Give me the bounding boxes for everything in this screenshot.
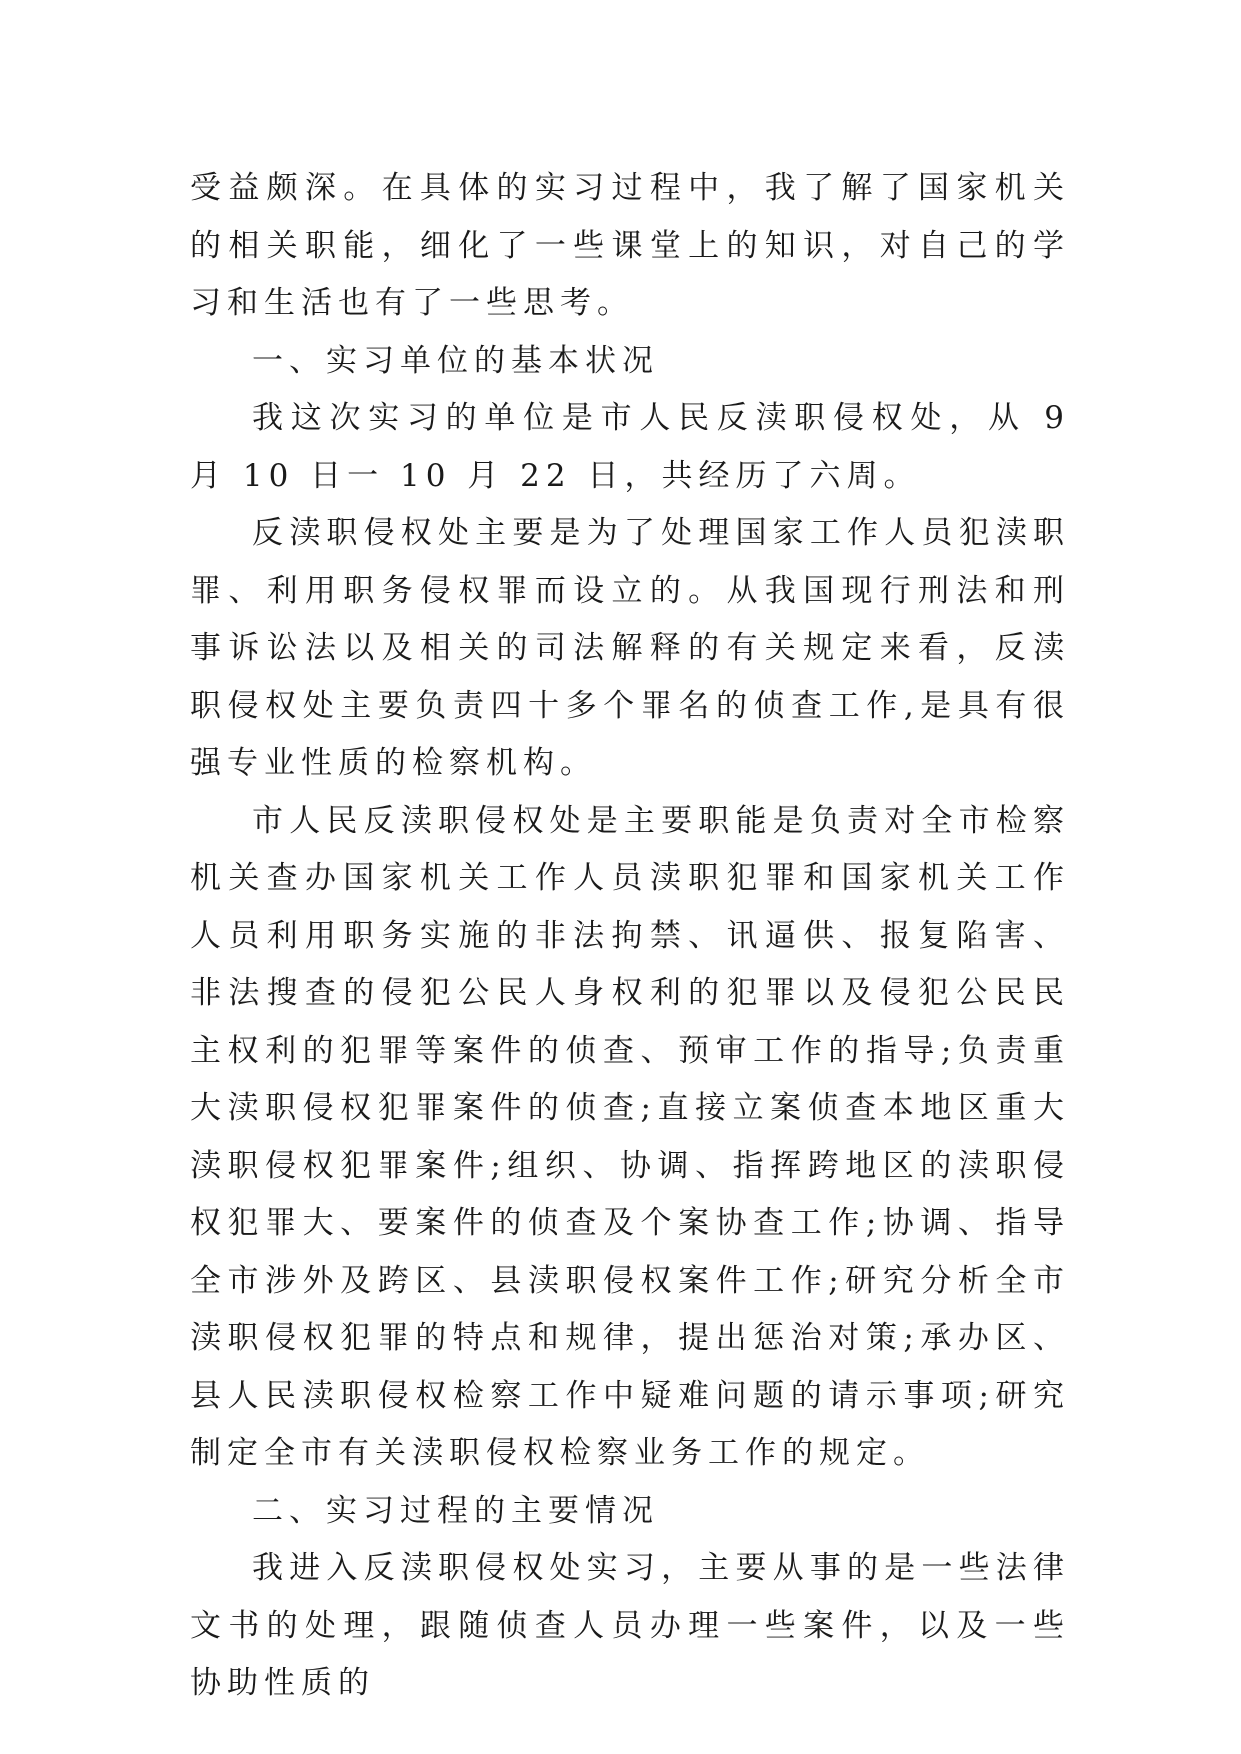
document-body [190, 160, 1070, 1713]
paragraph-continuation: 受益颇深。在具体的实习过程中，我了解了国家机关的相关职能，细化了一些课堂上的知识，对自己的学习和生活也有了一些思考。 [190, 170, 1070, 321]
section-heading-2: 二、实习过程的主要情况 [252, 1492, 659, 1529]
paragraph-department-purpose: 反渎职侵权处主要是为了处理国家工作人员犯渎职罪、利用职务侵权罪而设立的。从我国现行刑法和刑事诉讼法以及相关的司法解释的有关规定来看，反渎职侵权处主要负责四十多个罪名的侦查工作,是具有很强专业性质的检察机构。 [190, 515, 1070, 781]
paragraph-department-functions: 市人民反渎职侵权处是主要职能是负责对全市检察机关查办国家机关工作人员渎职犯罪和国家机关工作人员利用职务实施的非法拘禁、讯逼供、报复陷害、非法搜查的侵犯公民人身权利的犯罪以及侵犯公民民主权利的犯罪等案件的侦查、预审工作的指导;负责重大渎职侵权犯罪案件的侦查;直接立案侦查本地区重大渎职侵权犯罪案件;组织、协调、指挥跨地区的渎职侵权犯罪大、要案件的侦查及个案协查工作;协调、指导全市涉外及跨区、县渎职侵权案件工作;研究分析全市渎职侵权犯罪的特点和规律，提出惩治对策;承办区、县人民渎职侵权检察工作中疑难问题的请示事项;研究制定全市有关渎职侵权检察业务工作的规定。 [190, 802, 1070, 1471]
section-heading-1: 一、实习单位的基本状况 [252, 342, 659, 379]
paragraph-internship-unit: 我这次实习的单位是市人民反渎职侵权处，从 9 月 10 日一 10 月 22 日，共经历了六周。 [190, 400, 1070, 494]
paragraph-internship-work: 我进入反渎职侵权处实习，主要从事的是一些法律文书的处理，跟随侦查人员办理一些案件，以及一些协助性质的 [190, 1550, 1070, 1701]
